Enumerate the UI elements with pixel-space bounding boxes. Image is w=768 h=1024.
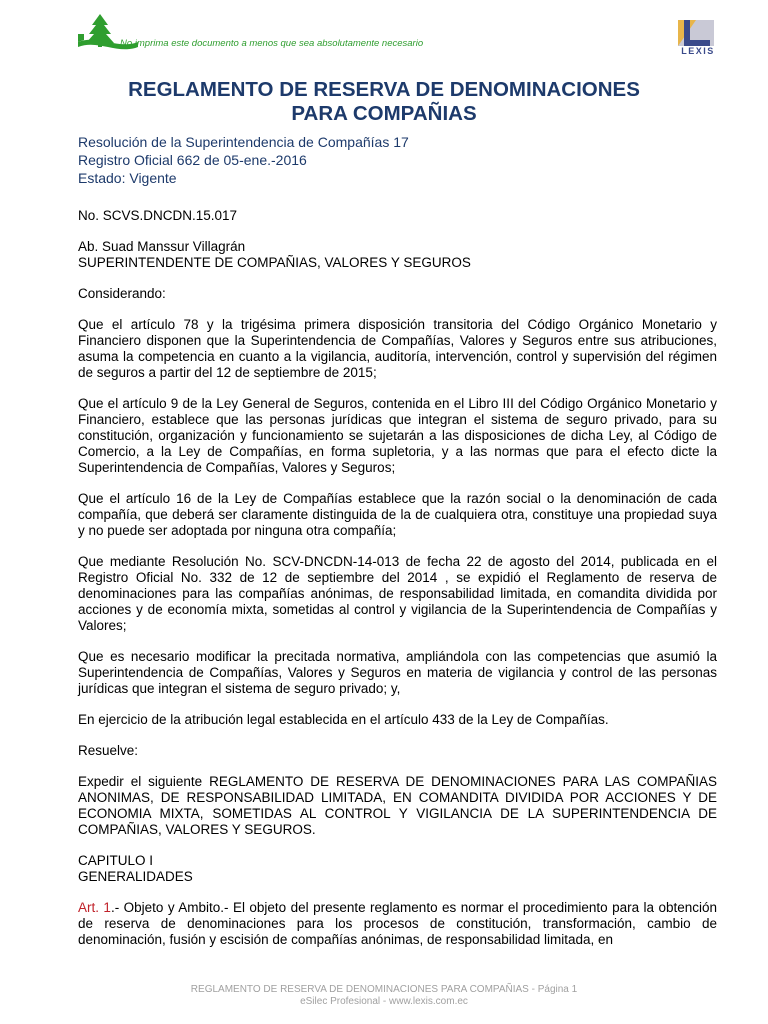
- article-1: [78, 900, 717, 948]
- title-line-1: REGLAMENTO DE RESERVA DE DENOMINACIONES: [128, 78, 640, 101]
- eco-notice: No imprima este documento a menos que sea absolutamente necesario: [120, 38, 424, 49]
- page-footer: [0, 984, 768, 1008]
- status-line: Estado: Vigente: [78, 170, 177, 186]
- considering-heading: Considerando:: [78, 286, 166, 301]
- paragraph-7: Expedir el siguiente REGLAMENTO DE RESERVA DE DENOMINACIONES PARA LAS COMPAÑIAS ANONIMAS, DE RESPONSABILIDAD LIMITADA, EN COMANDITA DIVIDIDA POR ACCIONES Y DE ECONOMIA MIXTA, SOMETIDAS AL CONTROL Y VIGILANCIA DE LA SUPERINTENDENCIA DE COMPAÑIAS, VALORES Y SEGUROS.: [78, 774, 717, 837]
- publisher-logo-text: LEXIS: [681, 46, 715, 56]
- paragraph-2: Que el artículo 9 de la Ley General de Seguros, contenida en el Libro III del Código Orgánico Monetario y Financiero, establece que las personas jurídicas que integran el sistema de seguro privado, para su constitución, organización y funcionamiento se sujetarán a las disposiciones de dicha Ley, al Código de Comercio, a la Ley de Compañías, en forma supletoria, y a las normas que para el efecto dicte la Superintendencia de Compañías, Valores y Seguros;: [78, 396, 717, 475]
- document-body: [78, 208, 717, 963]
- footer-line-2: eSilec Profesional - www.lexis.com.ec: [300, 996, 468, 1007]
- paragraph-6: En ejercicio de la atribución legal establecida en el artículo 433 de la Ley de Compañías.: [78, 712, 609, 727]
- document-title: [78, 78, 690, 126]
- signer-name: Ab. Suad Manssur Villagrán: [78, 239, 246, 254]
- chapter-number: CAPITULO I: [78, 853, 154, 868]
- article-1-text: .- Objeto y Ambito.- El objeto del presente reglamento es normar el procedimiento para la obtención de reserva de denominaciones para los procesos de constitución, transformación, cambio de denominación, fusión y escisión de compañías anónimas, de responsabilidad limitada, en: [78, 900, 718, 947]
- article-1-label: Art. 1: [78, 900, 111, 915]
- document-metadata: [78, 133, 409, 187]
- footer-line-1: REGLAMENTO DE RESERVA DE DENOMINACIONES PARA COMPAÑIAS - Página 1: [190, 984, 578, 995]
- paragraph-5: Que es necesario modificar la precitada normativa, ampliándola con las competencias que asumió la Superintendencia de Compañías, Valores y Seguros en materia de vigilancia y control de las personas jurídicas que integran el sistema de seguro privado; y,: [78, 649, 717, 696]
- title-line-2: PARA COMPAÑIAS: [291, 102, 477, 125]
- paragraph-3: Que el artículo 16 de la Ley de Compañías establece que la razón social o la denominación de cada compañía, que deberá ser claramente distinguida de la de cualquiera otra, constituye una propiedad suya y no puede ser adoptada por ninguna otra compañía;: [78, 491, 717, 538]
- paragraph-4: Que mediante Resolución No. SCV-DNCDN-14-013 de fecha 22 de agosto del 2014, publicada en el Registro Oficial No. 332 de 12 de septiembre del 2014 , se expidió el Reglamento de reserva de denominaciones para las compañías anónimas, de responsabilidad limitada, en comandita dividida por acciones y de economía mixta, sometidas al control y vigilancia de la Superintendencia de Compañías y Valores;: [78, 554, 717, 633]
- resolves-heading: Resuelve:: [78, 743, 139, 758]
- resolution-line: Resolución de la Superintendencia de Compañías 17: [78, 134, 409, 150]
- paragraph-1: Que el artículo 78 y la trigésima primera disposición transitoria del Código Orgánico Monetario y Financiero disponen que la Superintendencia de Compañías, Valores y Seguros entre sus atribuciones, asuma la competencia en cuanto a la vigilancia, auditoría, intervención, control y supervisión del régimen de seguros a partir del 12 de septiembre de 2015;: [78, 317, 717, 380]
- resolution-number: No. SCVS.DNCDN.15.017: [78, 208, 238, 223]
- chapter-title: GENERALIDADES: [78, 869, 193, 884]
- signer-title: SUPERINTENDENTE DE COMPAÑIAS, VALORES Y SEGUROS: [78, 255, 471, 270]
- registry-line: Registro Oficial 662 de 05-ene.-2016: [78, 152, 307, 168]
